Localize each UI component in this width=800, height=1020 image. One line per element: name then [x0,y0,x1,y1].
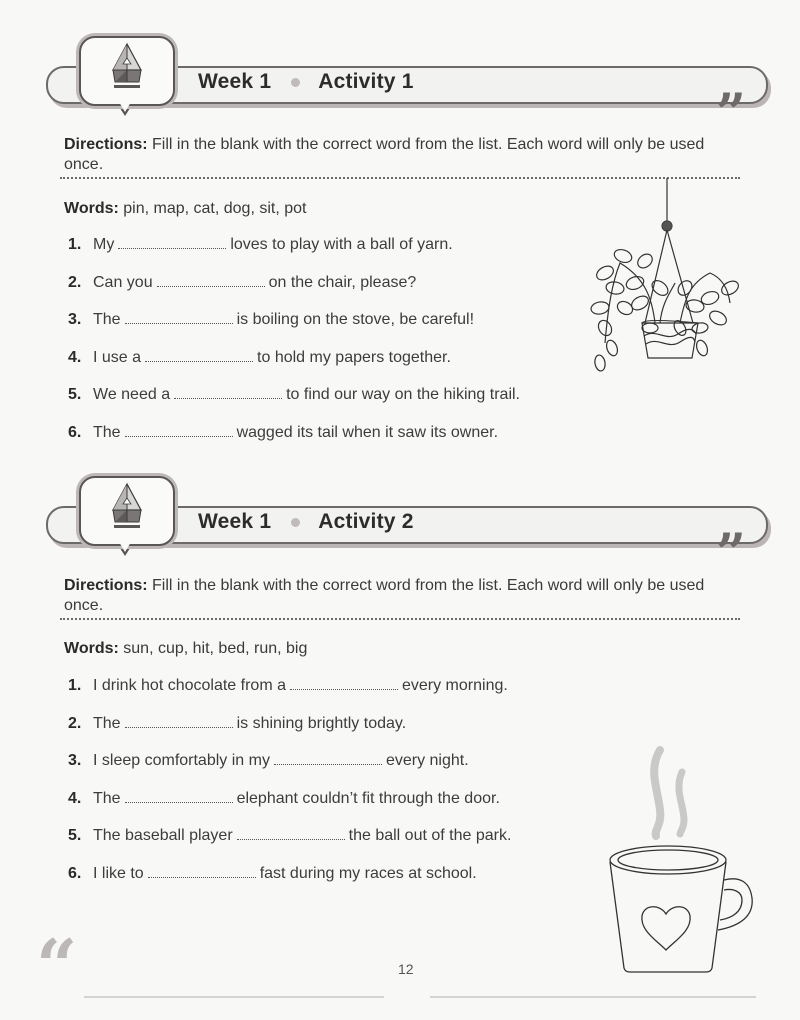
hanging-plant-illustration [590,178,740,388]
question-text-before: We need a [93,386,171,404]
question-number: 3. [68,311,82,329]
answer-blank[interactable] [157,274,265,287]
question-number: 2. [68,714,82,732]
question-text-after: every night. [385,752,469,770]
directions-label: Directions: [64,577,148,594]
question-text-before: I sleep comfortably in my [93,752,270,770]
question-text-after: is shining brightly today. [236,714,407,732]
footer-rule-right [430,996,756,998]
answer-blank[interactable] [148,865,256,878]
question-text-before: I like to [93,864,144,882]
close-quote-icon: ” [716,88,746,128]
question-number: 3. [68,752,82,770]
answer-blank[interactable] [125,311,233,324]
answer-blank[interactable] [290,677,398,690]
question-text-before: I drink hot chocolate from a [93,677,286,694]
activity-title [198,510,414,534]
answer-blank[interactable] [145,349,253,362]
question-item [68,386,520,424]
question-text-after: is boiling on the stove, be careful! [236,311,475,329]
question-number: 1. [68,236,82,253]
question-item [68,349,520,387]
question-number: 4. [68,789,82,807]
question-text-after: to hold my papers together. [257,348,451,366]
question-text-after: wagged its tail when it saw its owner. [236,423,499,441]
week-label: Week 1 [198,510,272,533]
question-item [68,236,520,274]
word-bank-list: sun, cup, hit, bed, run, big [123,640,308,657]
open-quote-icon: “ [36,923,78,1008]
activity-label: Activity 1 [318,70,414,93]
question-text-before: Can you [93,273,153,291]
word-bank [64,640,307,658]
activity-banner [0,30,800,140]
answer-blank[interactable] [118,236,226,249]
separator-dot [291,78,300,87]
question-item [68,677,511,715]
activity-label: Activity 2 [318,510,414,533]
answer-blank[interactable] [125,424,233,437]
question-item [68,865,511,903]
question-text-after: the ball out of the park. [348,827,512,845]
page-number: 12 [398,961,414,977]
question-text-after: on the chair, please? [268,273,417,291]
question-text-after: elephant couldn’t fit through the door. [236,789,500,807]
question-list [68,236,520,462]
question-number: 2. [68,273,82,291]
question-number: 6. [68,864,82,882]
directions-body: Fill in the blank with the correct word from the list. Each word will only be used once. [64,136,705,173]
question-item [68,752,511,790]
word-bank-list: pin, map, cat, dog, sit, pot [123,200,307,217]
week-label: Week 1 [198,70,272,93]
directions-body: Fill in the blank with the correct word from the list. Each word will only be used once. [64,577,705,614]
word-bank [64,200,306,218]
question-text-before: My [93,236,115,253]
question-number: 6. [68,423,82,441]
question-text-after: every morning. [401,677,508,694]
answer-blank[interactable] [237,827,345,840]
speech-bubble-tail-inner [119,542,131,552]
question-number: 4. [68,348,82,366]
question-text-after: fast during my races at school. [259,864,477,882]
question-item [68,274,520,312]
activity-banner [0,470,800,580]
question-list [68,677,511,903]
word-bank-label: Words: [64,640,119,657]
activity-title [198,70,414,94]
question-text-before: The [93,311,121,329]
footer-rule-left [84,996,384,998]
question-text-after: loves to play with a ball of yarn. [230,236,453,253]
fountain-pen-nib-icon [109,482,145,532]
separator-dot [291,518,300,527]
question-item [68,311,520,349]
question-item [68,715,511,753]
word-bank-label: Words: [64,200,119,217]
question-number: 5. [68,827,82,845]
dotted-divider [60,618,740,620]
question-item [68,827,511,865]
answer-blank[interactable] [274,752,382,765]
question-text-before: I use a [93,348,142,366]
speech-bubble-tail-inner [119,102,131,112]
question-text-before: The baseball player [93,827,233,845]
question-text-before: The [93,423,121,441]
directions-text [64,135,744,175]
directions-label: Directions: [64,136,148,153]
close-quote-icon: ” [716,528,746,568]
question-number: 1. [68,677,82,694]
question-text-after: to find our way on the hiking trail. [286,386,520,404]
steaming-mug-illustration [600,740,760,974]
question-text-before: The [93,789,121,807]
directions-text [64,576,744,616]
question-item [68,790,511,828]
question-text-before: The [93,714,121,732]
answer-blank[interactable] [125,790,233,803]
question-number: 5. [68,386,82,404]
answer-blank[interactable] [125,715,233,728]
answer-blank[interactable] [174,386,282,399]
question-item [68,424,520,462]
fountain-pen-nib-icon [109,42,145,92]
